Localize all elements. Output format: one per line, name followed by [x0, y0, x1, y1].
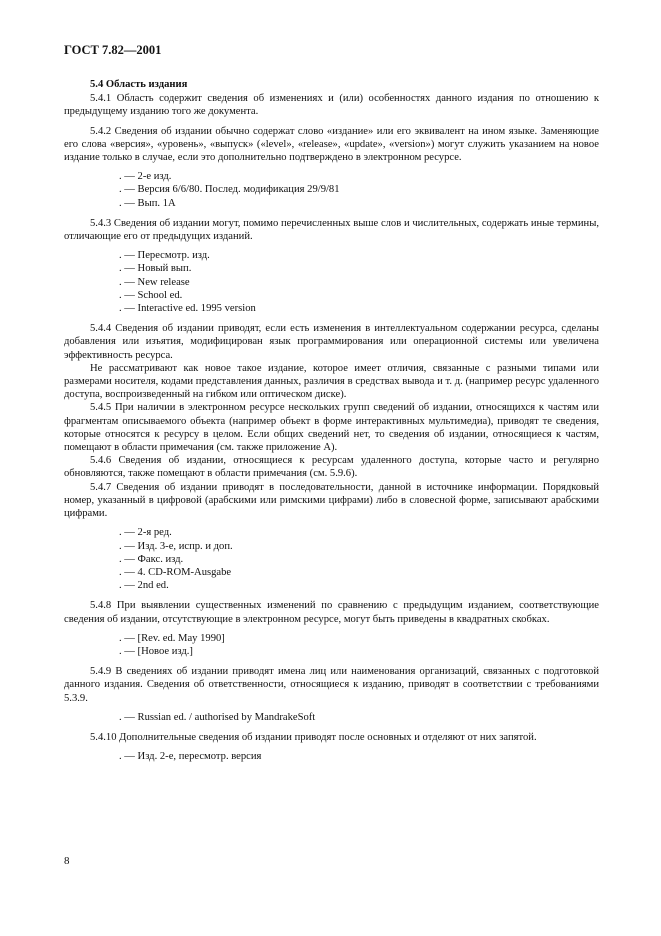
paragraph-5-4-5: 5.4.5 При наличии в электронном ресурсе нескольких групп сведений об издании, относящихся к частям или фрагментам описываемого объекта (например объект в форме интерактивных мультимедиа), приводят те сведения, которые относятся к ресурсу в целом. Если общих сведений нет, то сведения об издании, относящиеся к частям, помещают в области примечания (см. также приложение А). [64, 402, 599, 454]
document-body [64, 78, 599, 770]
examples-list-2 [64, 249, 599, 315]
example-item: . — Изд. 3-е, испр. и доп. [119, 540, 233, 552]
examples-list-3 [64, 526, 599, 592]
paragraph-5-4-1: 5.4.1 Область содержит сведения об изменениях и (или) особенностях данного издания по отношению к предыдущему изданию того же документа. [64, 93, 599, 118]
example-item: . — Пересмотр. изд. [119, 250, 210, 262]
page-number: 8 [64, 855, 70, 867]
example-item: . — New release [119, 276, 190, 288]
example-item: . — Russian ed. / authorised by MandrakeSoft [119, 711, 316, 723]
examples-list-4 [64, 632, 599, 658]
example-item: . — Изд. 2-е, пересмотр. версия [119, 751, 262, 763]
paragraph-5-4-9: 5.4.9 В сведениях об издании приводят имена лиц или наименования организаций, связанных с подготовкой данного издания. Сведения об ответственности, относящиеся к изданию, приводят в соответствии с требованиями 5.3.9. [64, 666, 599, 704]
example-item: . — 2-я ред. [119, 527, 172, 539]
example-item: . — Факс. изд. [119, 553, 184, 565]
example-item: . — 2nd ed. [119, 580, 169, 592]
paragraph-5-4-8: 5.4.8 При выявлении существенных изменений по сравнению с предыдущим изданием, соответствующие сведения об издании, отсутствующие в электронном ресурсе, могут быть приведены в квадратных скобках. [64, 600, 599, 625]
example-item: . — Вып. 1А [119, 197, 176, 209]
examples-list-5 [64, 711, 599, 724]
example-item: . — [Rev. ed. May 1990] [119, 632, 225, 644]
paragraph-5-4-4-continued: Не рассматривают как новое такое издание, которое имеет отличия, связанные с разными типами или размерами носителя, кодами представления данных, различия в средствах вывода и т. д. (например ресурс удаленного доступа, воспроизведенный на гибком или оптическом диске). [64, 362, 599, 401]
document-id-header: ГОСТ 7.82—2001 [64, 43, 162, 57]
example-item: . — School ed. [119, 289, 183, 301]
example-item: . — 2-е изд. [119, 171, 172, 183]
section-title: 5.4 Область издания [90, 79, 188, 90]
paragraph-5-4-4: 5.4.4 Сведения об издании приводят, если есть изменения в интеллектуальном содержании ресурса, сделаны добавления или изъятия, модифицирован язык программирования или операционной системы или увеличена эффективность ресурса. [64, 323, 599, 361]
paragraph-5-4-10: 5.4.10 Дополнительные сведения об издании приводят после основных и отделяют от них запятой. [90, 731, 537, 743]
example-item: . — Interactive ed. 1995 version [119, 303, 256, 315]
paragraph-5-4-7: 5.4.7 Сведения об издании приводят в последовательности, данной в источнике информации. Порядковый номер, указанный в цифровой (арабскими или римскими цифрами) либо в словесной форме, записывают арабскими цифрами. [64, 481, 599, 520]
example-item: . — 4. CD-ROM-Ausgabe [119, 566, 232, 578]
paragraph-5-4-2: 5.4.2 Сведения об издании обычно содержат слово «издание» или его эквивалент на ином языке. Заменяющие его слова «версия», «уровень», «выпуск» («level», «release», «update», «version») могут служить указанием на новое издание только в случае, если это дополнительно подтверждено в электронном ресурсе. [64, 125, 599, 164]
examples-list-1 [64, 170, 599, 210]
examples-list-6 [64, 750, 599, 763]
example-item: . — Новый вып. [119, 263, 192, 275]
paragraph-5-4-3: 5.4.3 Сведения об издании могут, помимо перечисленных выше слов и числительных, содержать иные термины, отличающие его от предыдущих изданий. [64, 217, 599, 243]
paragraph-5-4-6: 5.4.6 Сведения об издании, относящиеся к ресурсам удаленного доступа, которые часто и регулярно обновляются, также помещают в области примечания (см. 5.9.6). [64, 455, 599, 480]
example-item: . — Версия 6/6/80. Послед. модификация 29/9/81 [119, 184, 340, 196]
example-item: . — [Новое изд.] [119, 645, 193, 657]
